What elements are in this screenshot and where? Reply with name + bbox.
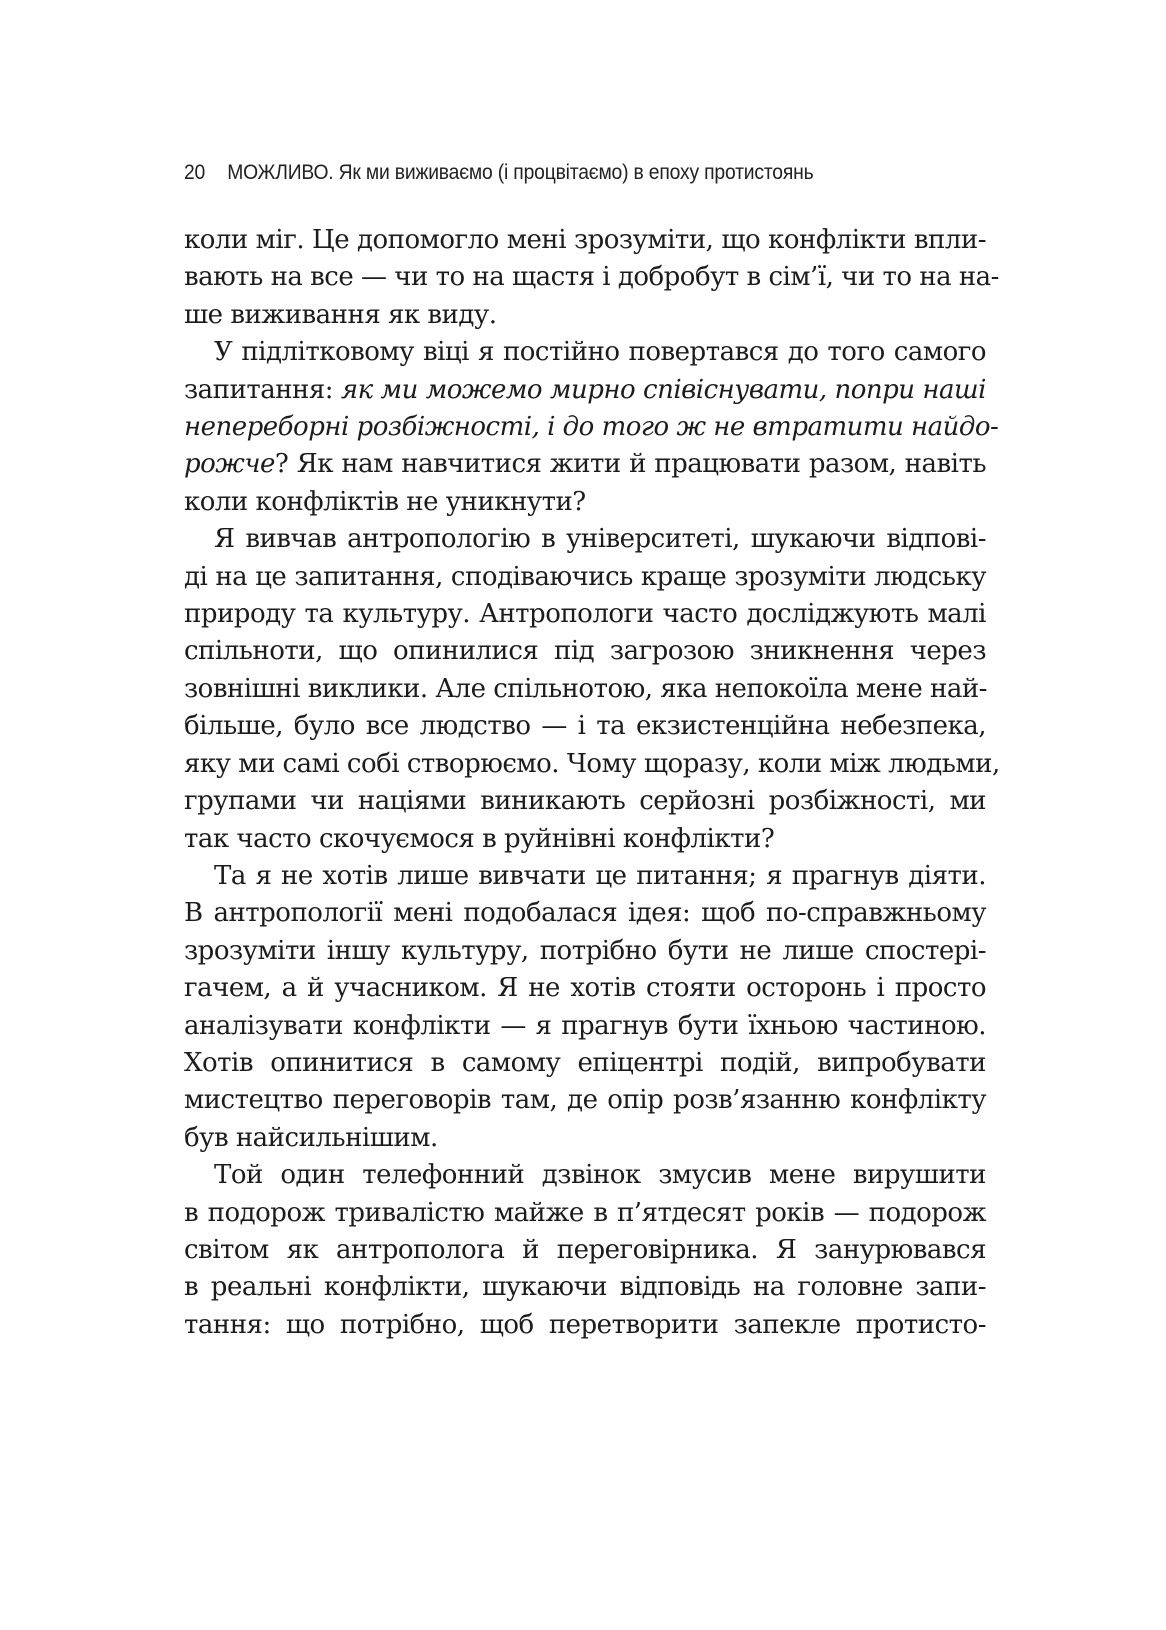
text-line: в подорож тривалістю майже в п’ятдесят років — подорож bbox=[184, 1197, 986, 1228]
text-line: в реальні конфлікти, шукаючи відповідь на головне запи- bbox=[184, 1272, 986, 1303]
text-line bbox=[184, 446, 986, 483]
paragraph-4 bbox=[184, 858, 986, 1157]
text-line: зрозуміти іншу культуру, потрібно бути не лише спостері- bbox=[184, 935, 986, 966]
text-line: спільноти, що опинилися під загрозою зникнення через bbox=[184, 636, 986, 667]
text-line: природу та культуру. Антропологи часто досліджують малі bbox=[184, 599, 986, 630]
text-line: коли міг. Це допомогло мені зрозуміти, що конфлікти впли- bbox=[184, 225, 986, 255]
paragraph-2 bbox=[184, 334, 999, 521]
text-run: ? Як нам навчитися жити й працювати разом, навіть bbox=[274, 449, 986, 480]
page-number: 20 bbox=[184, 161, 206, 184]
text-line bbox=[184, 409, 999, 446]
italic-run: рожче bbox=[184, 449, 275, 480]
paragraph-1 bbox=[184, 222, 999, 334]
text-run: У підлітковому віці я постійно повертався до того самого bbox=[214, 337, 986, 368]
text-line bbox=[184, 484, 986, 521]
running-title: МОЖЛИВО. Як ми виживаємо (і процвітаємо) в епоху протистоянь bbox=[227, 161, 814, 184]
text-line: Та я не хотів лише вивчати це питання; я прагнув діяти. bbox=[214, 860, 986, 891]
text-line bbox=[184, 372, 986, 409]
text-line: гачем, а й учасником. Я не хотів стояти осторонь і просто bbox=[184, 973, 986, 1004]
text-line bbox=[184, 334, 986, 371]
running-head bbox=[184, 160, 938, 186]
text-line: Той один телефонний дзвінок змусив мене вирушити bbox=[214, 1160, 986, 1191]
text-line: більше, було все людство — і та екзистенційна небезпека, bbox=[184, 711, 986, 742]
text-line: ді на це запитання, сподіваючись краще зрозуміти людську bbox=[184, 561, 986, 592]
text-line: ше виживання як виду. bbox=[184, 299, 497, 330]
text-line: так часто скочуємося в руйнівні конфлікти? bbox=[184, 823, 775, 854]
text-line: мистецтво переговорів там, де опір розв’язанню конфлікту bbox=[184, 1085, 986, 1116]
text-line: тання: що потрібно, щоб перетворити запекле протисто- bbox=[184, 1309, 986, 1340]
italic-run: непереборні розбіжності, і до того ж не втратити найдо- bbox=[184, 412, 999, 443]
paragraph-5 bbox=[184, 1157, 986, 1344]
text-run: коли конфліктів не уникнути? bbox=[184, 486, 586, 517]
text-run: запитання: bbox=[184, 374, 341, 405]
text-line: групами чи націями виникають серйозні розбіжності, ми bbox=[184, 786, 986, 817]
italic-run: як ми можемо мирно співіснувати, попри наші bbox=[340, 374, 986, 405]
text-line: світом як антрополога й переговірника. Я занурювався bbox=[184, 1234, 986, 1265]
text-line: був найсильнішим. bbox=[184, 1122, 438, 1153]
text-line: зовнішні виклики. Але спільнотою, яка непокоїла мене най- bbox=[184, 673, 987, 704]
paragraph-3 bbox=[184, 521, 1000, 858]
text-line: вають на все — чи то на щастя і добробут в сім’ї, чи то на на- bbox=[184, 262, 999, 293]
body-text bbox=[184, 222, 1000, 1344]
text-line: Хотів опинитися в самому епіцентрі подій, випробувати bbox=[184, 1047, 986, 1078]
text-line: яку ми самі собі створюємо. Чому щоразу, коли між людьми, bbox=[184, 748, 1000, 779]
text-line: Я вивчав антропологію в університеті, шукаючи відпові- bbox=[214, 524, 986, 555]
text-line: В антропології мені подобалася ідея: щоб по-справжньому bbox=[184, 898, 986, 929]
text-line: аналізувати конфлікти — я прагнув бути їхньою частиною. bbox=[184, 1010, 986, 1041]
